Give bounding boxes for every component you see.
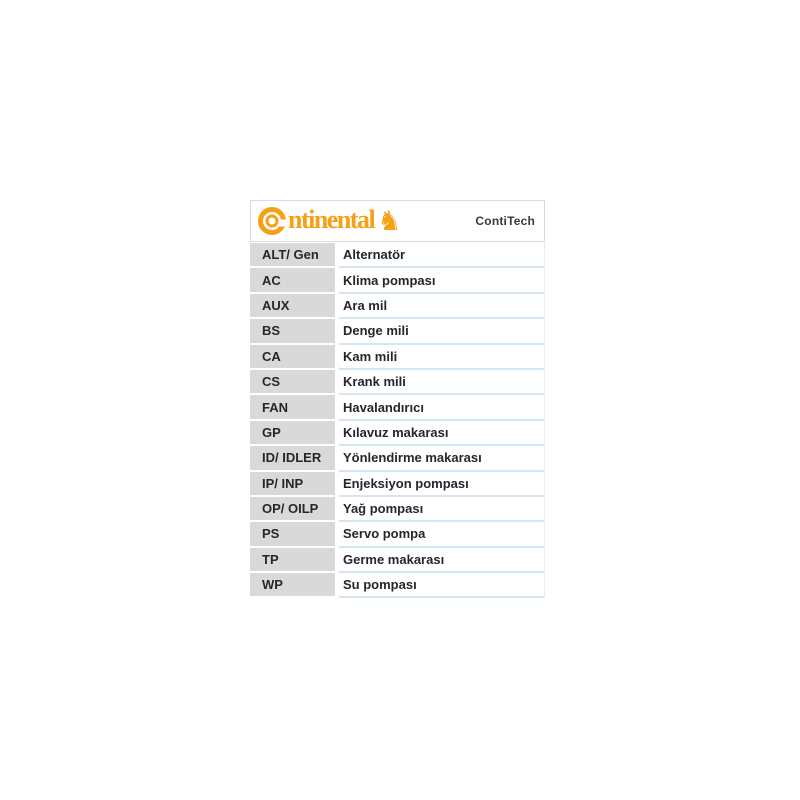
brand-wordmark: ntinental [288,204,375,234]
legend-row [250,573,544,598]
legend-label-cell: Germe makarası [339,548,544,573]
legend-code-cell: AC [250,268,335,293]
legend-label-cell: Yönlendirme makarası [339,446,544,471]
legend-row [250,395,544,420]
legend-code-cell: PS [250,522,335,547]
legend-panel [250,200,545,598]
continental-horse-icon: ♞ [377,205,402,237]
legend-code-cell: ALT/ Gen [250,243,335,268]
legend-label-cell: Havalandırıcı [339,395,544,420]
legend-label-cell: Yağ pompası [339,497,544,522]
legend-code-cell: TP [250,548,335,573]
continental-logo [258,204,402,237]
legend-row [250,421,544,446]
legend-code-cell: GP [250,421,335,446]
legend-label-cell: Ara mil [339,294,544,319]
legend-code-cell: OP/ OILP [250,497,335,522]
legend-label-cell: Enjeksiyon pompası [339,472,544,497]
legend-row [250,268,544,293]
legend-code-cell: BS [250,319,335,344]
legend-label-cell: Klima pompası [339,268,544,293]
legend-code-cell: AUX [250,294,335,319]
legend-code-cell: FAN [250,395,335,420]
legend-code-cell: CS [250,370,335,395]
legend-code-cell: CA [250,345,335,370]
legend-row [250,319,544,344]
legend-code-cell: IP/ INP [250,472,335,497]
legend-label-cell: Denge mili [339,319,544,344]
legend-label-cell: Servo pompa [339,522,544,547]
continental-o-ring [266,215,279,228]
legend-label-cell: Kılavuz makarası [339,421,544,446]
legend-label-cell: Su pompası [339,573,544,598]
legend-row [250,370,544,395]
brand-header [250,200,545,242]
contitech-label: ContiTech [475,214,535,228]
legend-row [250,446,544,471]
legend-row [250,522,544,547]
legend-label-cell: Krank mili [339,370,544,395]
continental-c-o-mark [258,207,286,235]
legend-row [250,243,544,268]
legend-label-cell: Kam mili [339,345,544,370]
legend-row [250,345,544,370]
legend-row [250,472,544,497]
legend-row [250,548,544,573]
legend-code-cell: WP [250,573,335,598]
legend-label-cell: Alternatör [339,243,544,268]
legend-table [250,243,545,598]
legend-row [250,497,544,522]
legend-code-cell: ID/ IDLER [250,446,335,471]
legend-row [250,294,544,319]
